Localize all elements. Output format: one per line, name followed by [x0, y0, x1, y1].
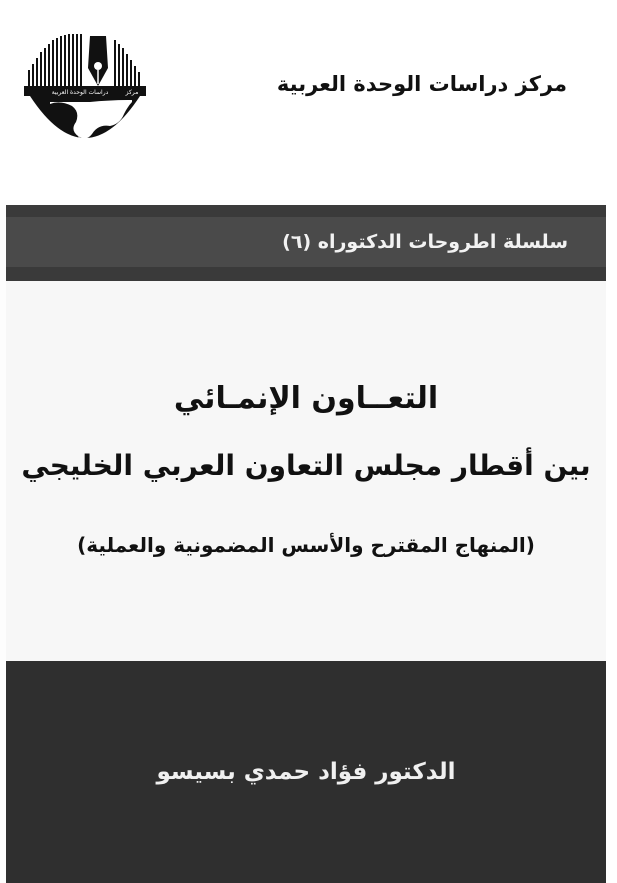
book-subtitle: (المنهاج المقترح والأسس المضمونية والعملية): [77, 533, 535, 557]
svg-text:مركز: مركز: [125, 89, 139, 96]
cover-header: [0, 0, 617, 200]
publisher-name: مركز دراسات الوحدة العربية: [276, 72, 567, 96]
publisher-logo-icon: [20, 30, 150, 155]
page-edge: [606, 200, 617, 883]
author-name: الدكتور فؤاد حمدي بسيسو: [156, 759, 456, 785]
svg-text:دراسات الوحدة العربية: دراسات الوحدة العربية: [51, 89, 109, 96]
author-band: [6, 661, 606, 883]
title-panel: [6, 281, 606, 661]
book-title-line1: التعــاون الإنمـائي: [173, 381, 439, 416]
series-label: سلسلة اطروحات الدكتوراه (٦): [282, 231, 568, 253]
book-title-line2: بين أقطار مجلس التعاون العربي الخليجي: [21, 449, 591, 482]
series-band: [6, 205, 606, 281]
